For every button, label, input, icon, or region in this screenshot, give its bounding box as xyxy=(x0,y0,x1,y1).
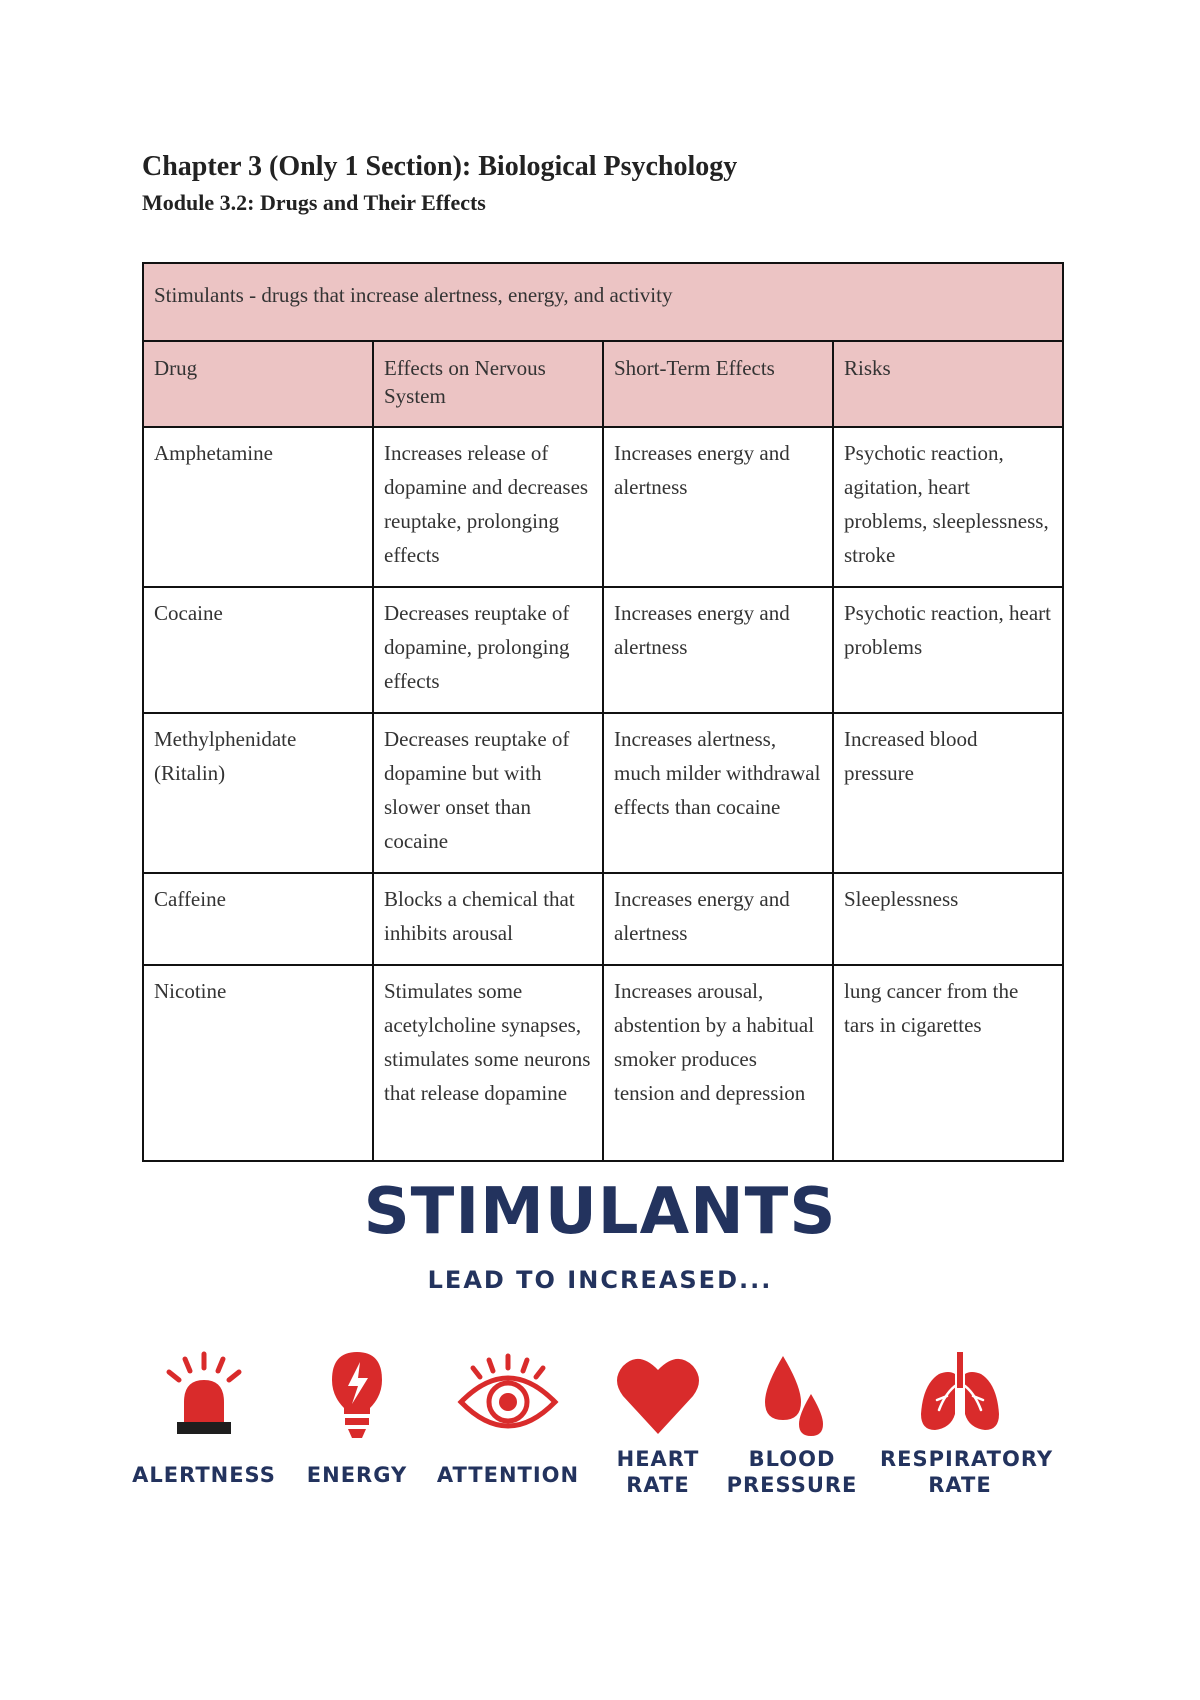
label-pressure: PRESSURE xyxy=(726,1473,858,1497)
effect-attention xyxy=(428,1350,588,1487)
table-cell: Methylphenidate (Ritalin) xyxy=(143,713,373,873)
label-rate: RATE xyxy=(928,1473,992,1497)
table-cell: Increases energy and alertness xyxy=(603,873,833,965)
table-cell: Increases arousal, abstention by a habitual smoker produces tension and depression xyxy=(603,965,833,1161)
label-alertness: ALERTNESS xyxy=(132,1463,276,1487)
eye-icon xyxy=(453,1350,563,1440)
label-attention: ATTENTION xyxy=(436,1463,580,1487)
table-cell: Psychotic reaction, heart problems xyxy=(833,587,1063,713)
effect-alertness xyxy=(124,1350,284,1487)
table-cell: Nicotine xyxy=(143,965,373,1161)
table-cell: Caffeine xyxy=(143,873,373,965)
lightbulb-bolt-icon xyxy=(312,1350,402,1440)
table-row xyxy=(143,713,1063,873)
label-heart: HEART xyxy=(616,1447,700,1471)
infographic-subtitle: LEAD TO INCREASED... xyxy=(427,1266,773,1294)
table-cell: Decreases reuptake of dopamine but with slower onset than cocaine xyxy=(373,713,603,873)
table-cell: lung cancer from the tars in cigarettes xyxy=(833,965,1063,1161)
heart-icon xyxy=(613,1350,703,1440)
effect-energy xyxy=(277,1350,437,1487)
siren-icon xyxy=(159,1350,249,1440)
stimulants-infographic xyxy=(0,1175,1200,1520)
label-respiratory: RESPIRATORY xyxy=(880,1447,1054,1471)
table-cell: Blocks a chemical that inhibits arousal xyxy=(373,873,603,965)
effect-blood-pressure xyxy=(712,1350,872,1497)
lungs-icon xyxy=(915,1350,1005,1440)
table-row xyxy=(143,427,1063,587)
effect-respiratory-rate xyxy=(880,1350,1054,1497)
blood-drops-icon xyxy=(747,1350,837,1440)
table-header-row xyxy=(143,341,1063,427)
table-cell: Increased blood pressure xyxy=(833,713,1063,873)
table-caption: Stimulants - drugs that increase alertness, energy, and activity xyxy=(143,263,1063,341)
chapter-title: Chapter 3 (Only 1 Section): Biological Psychology xyxy=(142,151,738,182)
document-page xyxy=(142,150,1062,1105)
table-cell: Amphetamine xyxy=(143,427,373,587)
label-rate: RATE xyxy=(626,1473,690,1497)
table-cell: Cocaine xyxy=(143,587,373,713)
infographic-title: STIMULANTS xyxy=(363,1175,837,1249)
label-energy: ENERGY xyxy=(306,1463,408,1487)
column-header-risks: Risks xyxy=(833,341,1063,427)
table-cell: Sleeplessness xyxy=(833,873,1063,965)
table-cell: Stimulates some acetylcholine synapses, stimulates some neurons that release dopamine xyxy=(373,965,603,1161)
table-caption-row xyxy=(143,263,1063,341)
table-row xyxy=(143,965,1063,1161)
stimulants-table xyxy=(142,262,1064,1162)
column-header-nervous-system: Effects on Nervous System xyxy=(373,341,603,427)
table-cell: Increases energy and alertness xyxy=(603,427,833,587)
table-cell: Increases release of dopamine and decreases reuptake, prolonging effects xyxy=(373,427,603,587)
column-header-short-term: Short-Term Effects xyxy=(603,341,833,427)
table-row xyxy=(143,873,1063,965)
module-title: Module 3.2: Drugs and Their Effects xyxy=(142,189,486,215)
label-blood: BLOOD xyxy=(748,1447,836,1471)
table-row xyxy=(143,587,1063,713)
table-cell: Increases alertness, much milder withdrawal effects than cocaine xyxy=(603,713,833,873)
column-header-drug: Drug xyxy=(143,341,373,427)
table-cell: Psychotic reaction, agitation, heart problems, sleeplessness, stroke xyxy=(833,427,1063,587)
table-cell: Decreases reuptake of dopamine, prolonging effects xyxy=(373,587,603,713)
table-cell: Increases energy and alertness xyxy=(603,587,833,713)
